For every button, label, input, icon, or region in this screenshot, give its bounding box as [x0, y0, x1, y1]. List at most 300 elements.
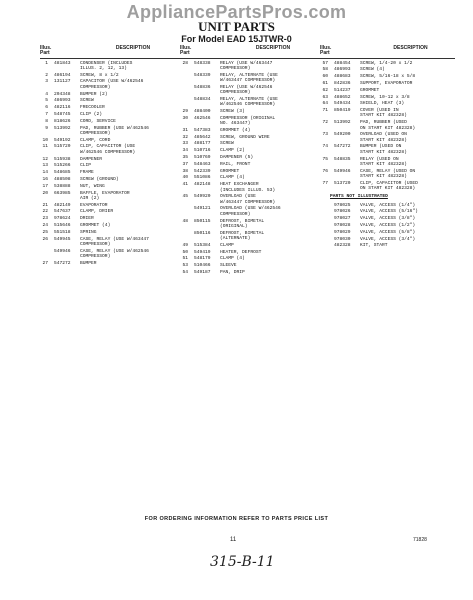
part-number: 978025 [334, 202, 351, 208]
illus-number: 9 [45, 125, 48, 131]
part-number: 978030 [334, 236, 351, 242]
part-number: 481843 [54, 60, 71, 66]
part-description: CLAMP (2) [220, 148, 245, 154]
part-number: 551518 [54, 229, 71, 235]
illus-number: 25 [42, 229, 48, 235]
illus-number: 20 [42, 190, 48, 196]
part-description: CLAMP [220, 242, 234, 248]
illus-number: 60 [322, 74, 328, 80]
part-description: CASE, RELAY (USED ON START KIT 482328) [360, 168, 416, 179]
part-number: 548745 [54, 111, 71, 117]
part-description: SCREW, GROUND WIRE [220, 134, 270, 140]
part-description: OVERLOAD (USE W/462546 COMPRESSOR) [220, 206, 281, 217]
part-description: SHIELD, HEAT (3) [360, 101, 405, 107]
illus-number: 41 [182, 182, 188, 188]
illus-number: 64 [322, 101, 328, 107]
part-number: 663985 [54, 190, 71, 196]
part-row [180, 231, 320, 242]
part-row [40, 163, 180, 168]
column-header [40, 46, 180, 59]
part-row [320, 203, 455, 208]
illus-number [320, 230, 334, 235]
part-number: 538888 [54, 183, 71, 189]
part-description: HEATER, DEFROST [220, 249, 262, 255]
part-number: 488400 [194, 108, 211, 114]
part-description: SCREW (4) [360, 67, 385, 73]
part-description: EVAPORATOR [80, 202, 108, 208]
part-number: 548339 [194, 72, 211, 78]
illus-number [320, 237, 334, 242]
part-description: RELAY (USED ON START KIT 482328) [360, 156, 407, 167]
part-number: 510769 [194, 155, 211, 161]
part-row [180, 97, 320, 108]
illus-number [320, 216, 334, 221]
part-number: 488177 [194, 141, 211, 147]
part-number: 978624 [54, 216, 71, 222]
part-number: 548834 [194, 96, 211, 102]
illus-number: 58 [322, 67, 328, 73]
part-number: 548179 [194, 256, 211, 262]
part-row [40, 119, 180, 124]
illus-number: 24 [42, 223, 48, 229]
document-code: 71828 [413, 537, 427, 543]
part-row [320, 74, 455, 79]
part-row [180, 116, 320, 127]
part-description: DRIER [80, 216, 94, 222]
illus-number: 11 [42, 144, 48, 150]
part-description: CONDENSER (INCLUDES ILLUS. 2, 12, 13) [80, 60, 133, 71]
part-description: SCREW, 10-12 x 3/8 [360, 94, 410, 100]
illus-number: 74 [322, 144, 328, 150]
illus-number: 22 [42, 209, 48, 215]
part-description: RELAY, ALTERNATE (USE W/463447 COMPRESSOR) [220, 72, 278, 83]
part-row [40, 184, 180, 189]
part-description: VALVE, ACCESS (5/16") [360, 209, 418, 215]
part-number: 549920 [194, 194, 211, 200]
illus-number: 30 [182, 115, 188, 121]
part-description: RELAY, ALTERNATE (USE W/462546 COMPRESSOR) [220, 96, 278, 108]
part-description: CLAMP (4) [220, 175, 245, 181]
illus-number: 75 [322, 156, 328, 162]
watermark: AppliancePartsPros.com [126, 2, 347, 22]
part-row [320, 132, 455, 143]
part-description: DEFROST, BIMETAL (ORIGINAL) [220, 218, 265, 229]
part-number: 515384 [194, 242, 211, 248]
part-number: 850115 [194, 218, 211, 224]
part-row [180, 256, 320, 261]
part-description: DAMPENER (5) [220, 155, 254, 161]
part-number: 978026 [334, 209, 351, 215]
part-description: VALVE, ACCESS (1/2") [360, 223, 416, 229]
part-row [320, 169, 455, 180]
part-row [180, 85, 320, 96]
illus-number: 1 [45, 60, 48, 66]
part-row [40, 209, 180, 214]
part-description: VALVE, ACCESS (5/8") [360, 229, 416, 235]
part-number: 547272 [334, 144, 351, 150]
part-number: 482149 [54, 202, 71, 208]
part-number: 548463 [194, 161, 211, 167]
illus-number: 54 [182, 269, 188, 275]
part-description: OVERLOAD (USED ON START KIT 482328) [360, 132, 407, 143]
illus-number: 34 [182, 148, 188, 154]
part-row [320, 81, 455, 86]
part-description: CLIP, CAPACITOR (USED ON START KIT 482328) [360, 180, 418, 192]
parts-column-2 [180, 46, 320, 277]
part-description: CLIP [80, 163, 92, 169]
part-number: 515266 [54, 163, 71, 169]
ordering-info-note: FOR ORDERING INFORMATION REFER TO PARTS PRICE LIST [144, 516, 329, 522]
part-number: 548685 [54, 170, 71, 176]
part-row [320, 230, 455, 235]
part-number: 547383 [194, 127, 211, 133]
handwritten-note: 315-B-11 [210, 554, 275, 570]
part-row [320, 243, 455, 248]
illus-number: 51 [182, 256, 188, 262]
part-description: CLAMP, CORD [80, 137, 111, 143]
part-row [40, 138, 180, 143]
part-row [320, 95, 455, 100]
illus-number: 40 [182, 175, 188, 181]
part-description: NUT, WING [80, 183, 105, 189]
illus-number: 16 [42, 176, 48, 182]
illus-number: 7 [45, 111, 48, 117]
page-title: UNIT PARTS [198, 19, 275, 34]
part-row [180, 175, 320, 180]
part-row [180, 128, 320, 133]
part-number: 548338 [194, 60, 211, 66]
part-number: 510716 [194, 148, 211, 154]
illus-number [40, 249, 54, 260]
part-description: COMPRESSOR (ORIGINAL NO. 463447) [220, 115, 276, 127]
part-row [180, 61, 320, 72]
part-description: SCREW [220, 141, 234, 147]
illus-number: 5 [45, 98, 48, 104]
part-number: 818626 [54, 118, 71, 124]
part-number: 513720 [334, 180, 351, 186]
part-description: SCREW, 5/16-18 x 5/8 [360, 74, 416, 80]
illus-number [320, 243, 334, 248]
illus-number: 10 [42, 137, 48, 143]
illus-number [180, 231, 194, 242]
illus-number: 50 [182, 249, 188, 255]
part-row [320, 101, 455, 106]
part-row [320, 144, 455, 155]
header-description: DESCRIPTION [255, 45, 291, 51]
part-row [320, 223, 455, 228]
part-description: GROMMET [220, 168, 240, 174]
illus-number: 73 [322, 132, 328, 138]
part-number: 488652 [334, 94, 351, 100]
part-number: 549434 [334, 101, 351, 107]
part-description: SUPPORT, EVAPORATOR [360, 80, 413, 86]
part-row [40, 79, 180, 90]
part-description: SCREW (GROUND) [80, 176, 119, 182]
part-number: 486194 [54, 72, 71, 78]
illus-number: 26 [42, 236, 48, 242]
part-number: 547272 [54, 260, 71, 266]
illus-number: 31 [182, 127, 188, 133]
part-description: SPRING [80, 229, 97, 235]
illus-number: 29 [182, 108, 188, 114]
part-description: COVER (USED IN START KIT 482328) [360, 108, 407, 119]
illus-number: 72 [322, 120, 328, 126]
part-description: CASE, RELAY (USE W/463447 COMPRESSOR) [80, 236, 149, 247]
part-description: CLIP (2) [80, 111, 103, 117]
part-row [40, 170, 180, 175]
part-number: 131127 [54, 79, 71, 85]
illus-number [180, 85, 194, 96]
page-number: 11 [230, 537, 237, 543]
illus-number: 37 [182, 161, 188, 167]
illus-number [180, 73, 194, 84]
part-description: CAPACITOR (USE W/462546 COMPRESSOR) [80, 79, 144, 90]
part-row [320, 67, 455, 72]
part-number: 549200 [334, 132, 351, 138]
part-description: BUMPER (USED ON START KIT 482328) [360, 144, 407, 155]
part-description: CASE, RELAY (USE W/462546 COMPRESSOR) [80, 248, 149, 259]
illus-number: 28 [182, 60, 188, 66]
part-description: FRECOOLER [80, 105, 105, 111]
page-subtitle: For Model EAD 15JTWR-0 [181, 34, 292, 44]
part-row [40, 112, 180, 117]
part-row [180, 73, 320, 84]
part-row [320, 108, 455, 119]
part-description: HEAT EXCHANGER (INCLUDES ILLUS. 53) [220, 182, 276, 193]
part-row [180, 206, 320, 217]
part-description: SCREW (3) [220, 108, 245, 114]
illus-number: 76 [322, 168, 328, 174]
part-description: GROMMET (4) [220, 127, 251, 133]
illus-number: 63 [322, 94, 328, 100]
part-row [40, 73, 180, 78]
part-number: 850419 [334, 108, 351, 114]
column-header [180, 46, 320, 59]
part-row [40, 237, 180, 248]
illus-number: 17 [42, 183, 48, 189]
part-description: SLEEVE [220, 263, 237, 269]
part-number: 549945 [54, 236, 71, 242]
part-description: BAFFLE, EVAPORATOR AIR (2) [80, 190, 130, 201]
illus-number: 21 [42, 202, 48, 208]
part-row [40, 261, 180, 266]
part-number: 486993 [334, 67, 351, 73]
part-row [180, 148, 320, 153]
part-row [40, 203, 180, 208]
illus-number: 49 [182, 242, 188, 248]
illus-number: 8 [45, 118, 48, 124]
part-description: VALVE, ACCESS (1/4") [360, 202, 416, 208]
illus-number: 35 [182, 155, 188, 161]
part-number: 551086 [194, 175, 211, 181]
part-number: 485642 [194, 134, 211, 140]
part-row [320, 120, 455, 131]
part-description: KIT, START [360, 243, 388, 249]
part-description: RELAY (USE W/463447 COMPRESSOR) [220, 60, 273, 71]
part-number: 515938 [54, 156, 71, 162]
illus-number: 71 [322, 108, 328, 114]
part-number: 514237 [334, 87, 351, 93]
illus-number [320, 209, 334, 214]
illus-number: 57 [322, 60, 328, 66]
illus-number: 33 [182, 141, 188, 147]
part-number: 978027 [334, 216, 351, 222]
part-row [40, 191, 180, 202]
part-number: 482116 [54, 105, 71, 111]
part-number: 842836 [334, 80, 351, 86]
part-row [320, 157, 455, 168]
part-description: PAD, RUBBER (USED ON START KIT 482328) [360, 120, 416, 131]
part-description: SCREW, 8 x 1/2 [80, 72, 119, 78]
part-row [180, 182, 320, 193]
part-row [40, 230, 180, 235]
part-number: 548835 [334, 156, 351, 162]
part-description: RAIL, FRONT [220, 161, 251, 167]
part-description: CLAMP, DRIER [80, 209, 114, 215]
part-number: 513992 [334, 120, 351, 126]
part-number: 510466 [194, 263, 211, 269]
header-description: DESCRIPTION [115, 45, 151, 51]
part-number: 462546 [194, 115, 211, 121]
part-number: 488454 [334, 60, 351, 66]
part-description: VALVE, ACCESS (3/4") [360, 236, 416, 242]
part-row [180, 243, 320, 248]
illus-number: 77 [322, 180, 328, 186]
part-description: GROMMET [360, 87, 380, 93]
part-description: PAD, RUBBER (USE W/462546 COMPRESSOR) [80, 125, 149, 136]
part-number: 515720 [54, 144, 71, 150]
part-row [180, 250, 320, 255]
part-row [40, 98, 180, 103]
part-row [180, 194, 320, 205]
part-number: 204348 [54, 91, 71, 97]
illus-number [180, 206, 194, 217]
part-number: 488683 [334, 74, 351, 80]
part-number: 482148 [194, 182, 211, 188]
illus-number: 4 [45, 91, 48, 97]
part-row [180, 109, 320, 114]
part-row [40, 61, 180, 72]
part-row [320, 209, 455, 214]
part-description: SCREW, 1/4-20 x 1/2 [360, 60, 413, 66]
illus-number: 13 [42, 163, 48, 169]
part-description: FRAME [80, 170, 94, 176]
part-row [320, 216, 455, 221]
part-description: CORD, SERVICE [80, 118, 116, 124]
illus-number: 32 [182, 134, 188, 140]
header-description: DESCRIPTION [393, 45, 428, 51]
part-number: 549419 [194, 249, 211, 255]
part-description: GROMMET (4) [80, 223, 111, 229]
part-row [320, 88, 455, 93]
header-illus: Illus. Part [40, 45, 52, 57]
section-header-not-illustrated: PARTS NOT ILLUSTRATED [330, 194, 388, 200]
part-number: 549121 [194, 206, 211, 212]
part-description: OVERLOAD (USE W/463447 COMPRESSOR) [220, 194, 276, 205]
part-row [40, 177, 180, 182]
illus-number: 61 [322, 80, 328, 86]
parts-column-3 [320, 46, 455, 250]
header-illus: Illus. Part [320, 45, 332, 57]
part-number: 978029 [334, 229, 351, 235]
part-row [180, 155, 320, 160]
part-description: BUMPER [80, 260, 97, 266]
part-number: 549192 [54, 137, 71, 143]
part-description: DAMPENER [80, 156, 103, 162]
illus-number: 23 [42, 216, 48, 222]
part-row [320, 61, 455, 66]
part-number: 515646 [54, 223, 71, 229]
illus-number: 38 [182, 168, 188, 174]
part-row [320, 237, 455, 242]
part-description: CLAMP (4) [220, 256, 245, 262]
illus-number [320, 223, 334, 228]
part-number: 482328 [334, 243, 351, 249]
part-number: 850116 [194, 230, 211, 236]
part-number: 978028 [334, 223, 351, 229]
part-row [40, 105, 180, 110]
column-header [320, 46, 455, 59]
part-row [180, 263, 320, 268]
part-row [40, 144, 180, 155]
parts-column-1 [40, 46, 180, 268]
header-illus: Illus. Part [180, 45, 192, 57]
part-row [40, 216, 180, 221]
part-number: 548836 [194, 84, 211, 90]
part-row [40, 126, 180, 137]
part-row [180, 169, 320, 174]
illus-number: 62 [322, 87, 328, 93]
part-row [180, 135, 320, 140]
part-row [180, 141, 320, 146]
illus-number: 48 [182, 218, 188, 224]
illus-number: 27 [42, 260, 48, 266]
part-description: BUMPER (2) [80, 91, 108, 97]
illus-number: 6 [45, 105, 48, 111]
part-number: 486993 [54, 98, 71, 104]
part-description: DEFROST, BIMETAL (ALTERNATE) [220, 230, 265, 241]
part-number: 547637 [54, 209, 71, 215]
part-description: CLIP, CAPACITOR (USE W/462546 COMPRESSOR) [80, 144, 136, 155]
illus-number: 2 [45, 72, 48, 78]
part-row [180, 219, 320, 230]
part-number: 513992 [54, 125, 71, 131]
illus-number [320, 203, 334, 208]
part-description: SCREW [80, 98, 94, 104]
part-row [320, 181, 455, 192]
part-row [180, 270, 320, 275]
part-number: 488508 [54, 176, 71, 182]
illus-number: 53 [182, 263, 188, 269]
part-description: PAN, DRIP [220, 269, 245, 275]
part-number: 549946 [54, 248, 71, 254]
part-number: 549187 [194, 269, 211, 275]
part-number: 549946 [334, 168, 351, 174]
part-row [40, 223, 180, 228]
illus-number: 3 [45, 79, 48, 85]
part-description: VALVE, ACCESS (3/8") [360, 216, 416, 222]
part-number: 542339 [194, 168, 211, 174]
illus-number [180, 97, 194, 108]
illus-number: 12 [42, 156, 48, 162]
part-row [40, 249, 180, 260]
illus-number: 14 [42, 170, 48, 176]
part-row [180, 162, 320, 167]
illus-number: 45 [182, 194, 188, 200]
part-description: RELAY (USE W/462546 COMPRESSOR) [220, 84, 273, 96]
part-row [40, 157, 180, 162]
part-row [40, 92, 180, 97]
